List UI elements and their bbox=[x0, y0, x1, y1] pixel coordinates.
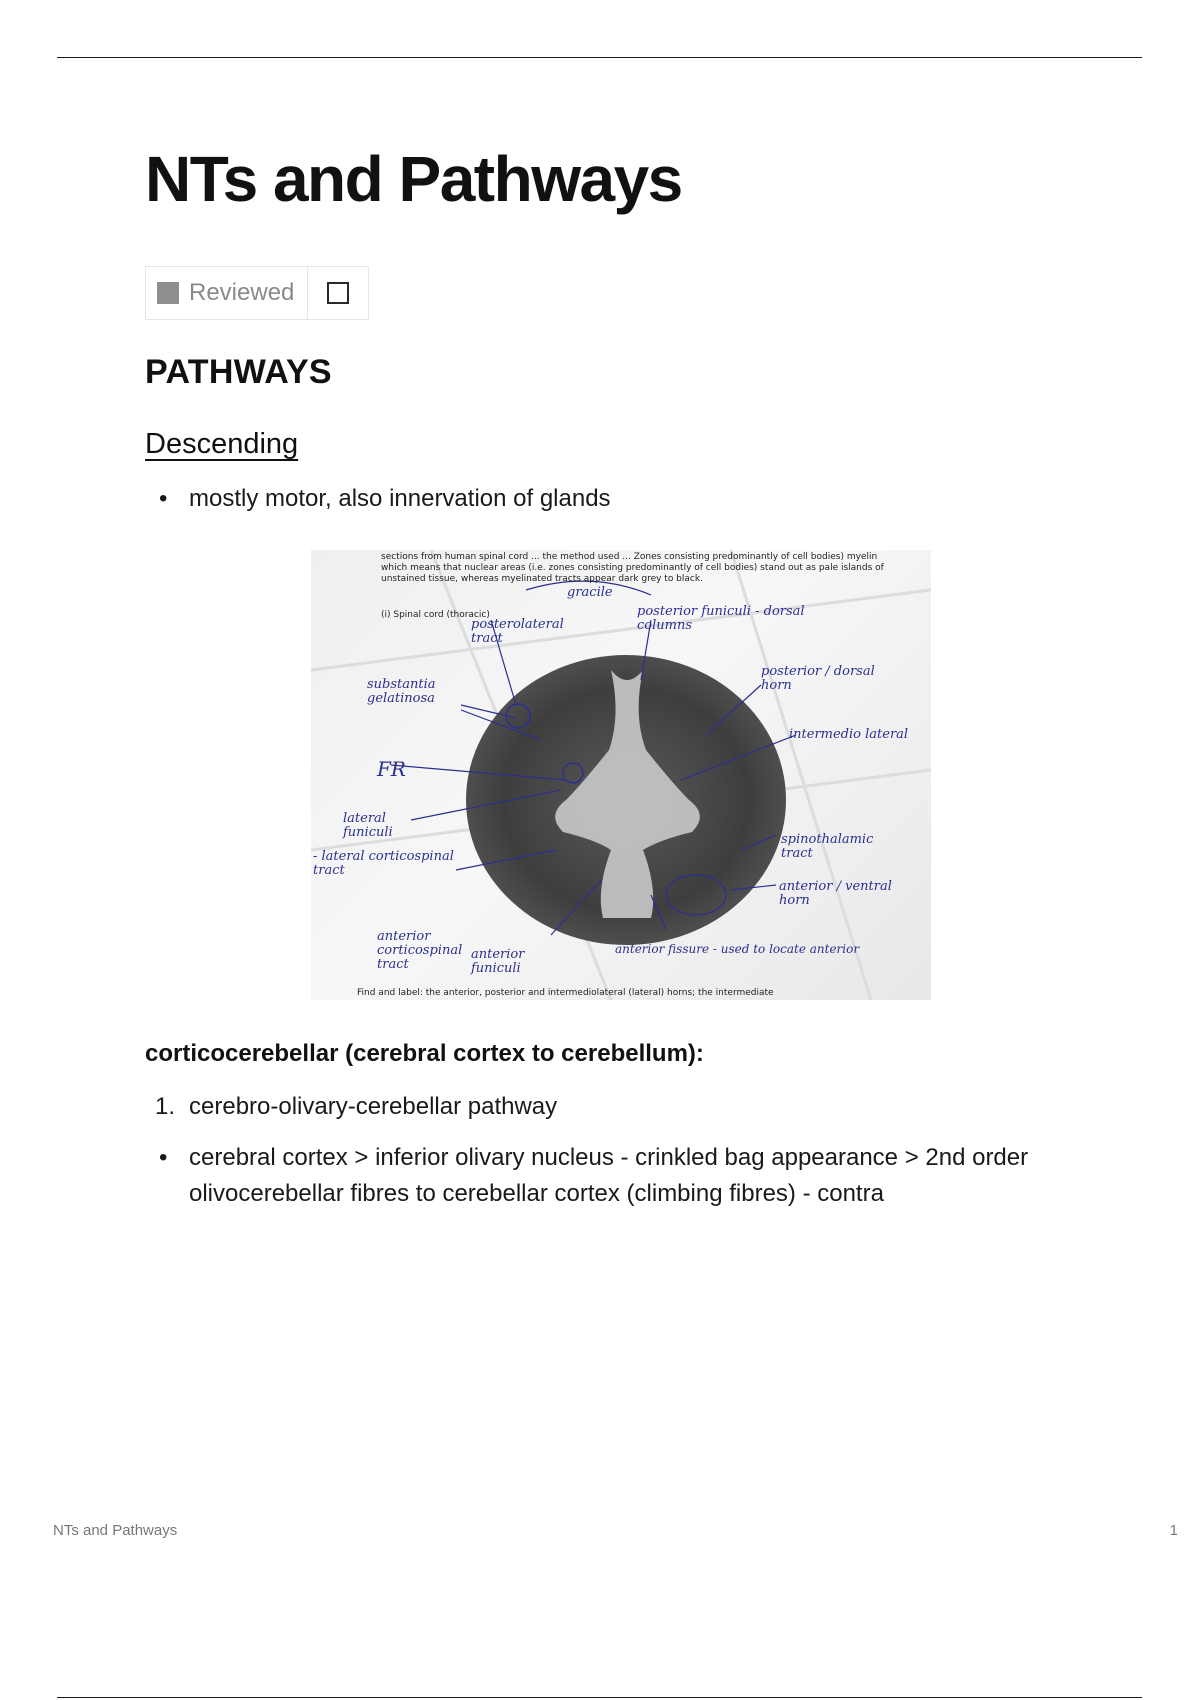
property-square-icon bbox=[157, 282, 179, 304]
numbered-list-item bbox=[145, 1089, 1069, 1125]
annotation-posterior-funiculi: posterior funiculi - dorsal columns bbox=[637, 604, 805, 633]
footer-page-number: 1 bbox=[1169, 1522, 1178, 1539]
bullet-marker: • bbox=[159, 485, 168, 512]
footer-title: NTs and Pathways bbox=[53, 1522, 178, 1539]
top-rule bbox=[57, 57, 1142, 58]
photo-printed-caption: Find and label: the anterior, posterior and intermediolateral (lateral) horns; the intermediate bbox=[357, 988, 774, 998]
photo-printed-label: (i) Spinal cord (thoracic) bbox=[381, 610, 490, 620]
bullet-text: mostly motor, also innervation of glands bbox=[189, 485, 611, 512]
annotation-posterior-dorsal-horn: posterior / dorsal horn bbox=[761, 664, 875, 693]
annotation-posterolateral-tract: posterolateral tract bbox=[471, 617, 564, 646]
annotation-anterior-ventral-horn: anterior / ventral horn bbox=[779, 879, 892, 908]
annotation-spinothalamic: spinothalamic tract bbox=[781, 832, 874, 861]
annotation-anterior-fissure: anterior fissure - used to locate anterior bbox=[615, 942, 860, 956]
property-label: Reviewed bbox=[189, 279, 295, 306]
number-marker: 1. bbox=[155, 1093, 176, 1120]
bottom-rule bbox=[57, 1697, 1142, 1698]
annotation-gracile: gracile bbox=[567, 585, 613, 600]
spinal-cord-photo bbox=[311, 550, 931, 1000]
annotation-intermediolateral: intermedio lateral bbox=[789, 727, 909, 742]
annotation-fr: FR bbox=[377, 757, 406, 781]
bullet-text: cerebral cortex > inferior olivary nucleus - crinkled bag appearance > 2nd order olivocerebellar fibres to cerebellar cortex (climbing fibres) - contra bbox=[189, 1144, 1029, 1207]
annotation-anterior-funiculi: anterior funiculi bbox=[471, 947, 525, 976]
bullet-list-item bbox=[145, 481, 1069, 517]
property-row bbox=[145, 266, 369, 320]
bullet-marker: • bbox=[159, 1144, 168, 1171]
corticocerebellar-heading: corticocerebellar (cerebral cortex to cerebellum): bbox=[145, 1040, 704, 1067]
page-title: NTs and Pathways bbox=[145, 143, 682, 215]
annotation-anterior-corticospinal: anterior corticospinal tract bbox=[377, 929, 463, 972]
heading-pathways: PATHWAYS bbox=[145, 353, 332, 391]
bullet-list-item-2 bbox=[145, 1140, 1039, 1212]
numbered-text: cerebro-olivary-cerebellar pathway bbox=[189, 1093, 558, 1120]
photo-printed-text: sections from human spinal cord ... the method used ... Zones consisting predominantly of cell bodies) myelin which means that nuclear areas (i.e. zones consisting predominantly of cell bodies) stand out as pale islands of unstained tissue, whereas myelinated tracts appear dark grey to black. bbox=[381, 552, 884, 584]
annotation-lateral-corticospinal: - lateral corticospinal tract bbox=[313, 849, 454, 878]
annotation-substantia-gelatinosa: substantia gelatinosa bbox=[367, 677, 436, 706]
property-name bbox=[146, 267, 308, 319]
annotation-lateral-funiculi: lateral funiculi bbox=[343, 811, 393, 840]
heading-descending: Descending bbox=[145, 428, 299, 460]
reviewed-checkbox[interactable] bbox=[327, 282, 349, 304]
property-value bbox=[308, 267, 368, 319]
